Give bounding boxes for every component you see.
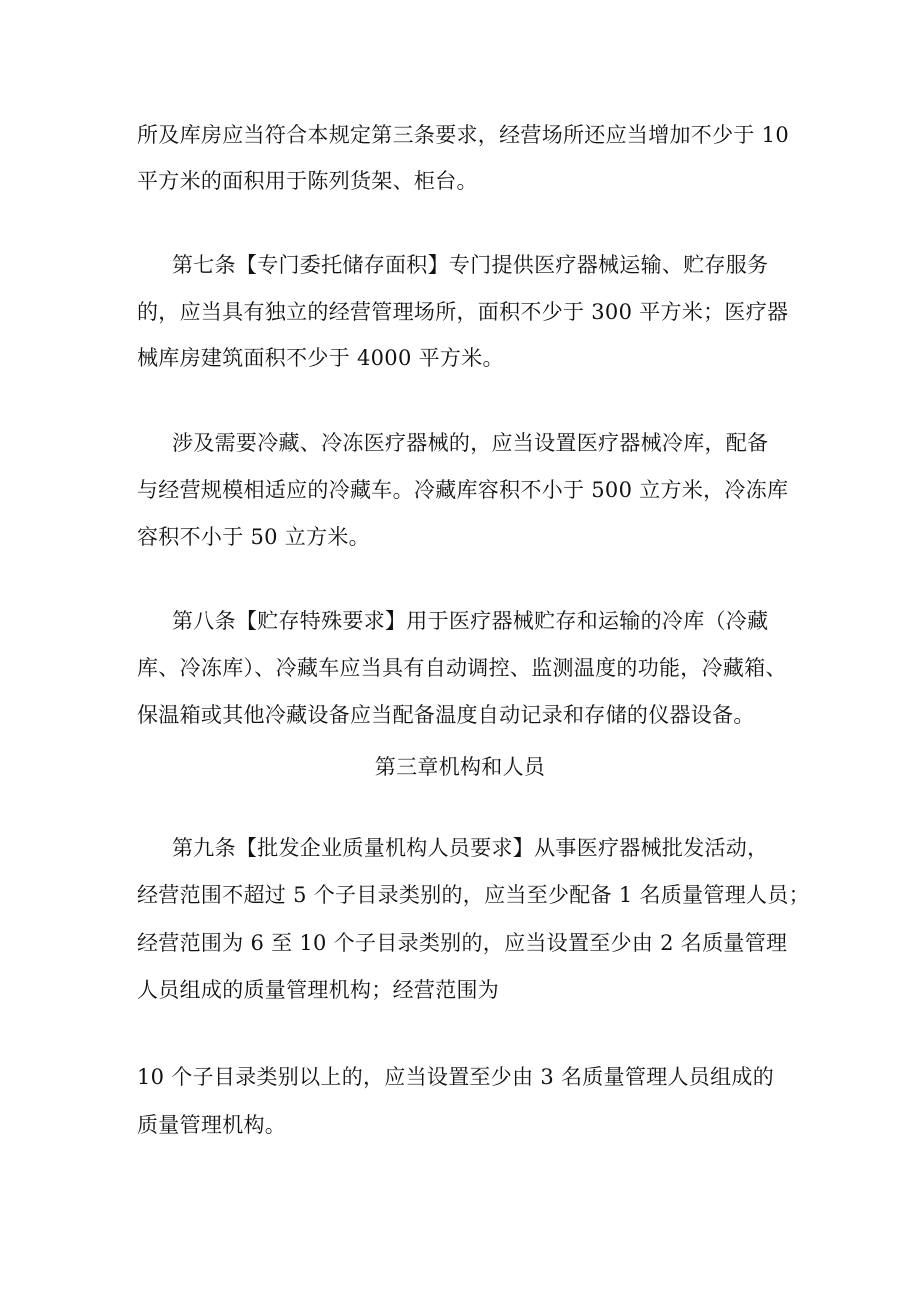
article-7-cold-line: 与经营规模相适应的冷藏车。冷藏库容积不小于 500 立方米，冷冻库	[137, 478, 789, 502]
article-9-cont-line: 10 个子目录类别以上的，应当设置至少由 3 名质量管理人员组成的	[137, 1065, 775, 1089]
article-8-line: 保温箱或其他冷藏设备应当配备温度自动记录和存储的仪器设备。	[137, 703, 755, 727]
chapter-title: 第三章机构和人员	[374, 755, 546, 779]
article-7-line: 械库房建筑面积不少于 4000 平方米。	[137, 346, 504, 370]
article-8-line: 库、冷冻库）、冷藏车应当具有自动调控、监测温度的功能，冷藏箱、	[137, 656, 787, 680]
article-9-line: 经营范围不超过 5 个子目录类别的，应当至少配备 1 名质量管理人员；	[137, 883, 810, 907]
article-7-cold-line: 涉及需要冷藏、冷冻医疗器械的，应当设置医疗器械冷库，配备	[172, 431, 769, 455]
paragraph-line: 平方米的面积用于陈列货架、柜台。	[137, 169, 478, 193]
article-8-line: 第八条【贮存特殊要求】用于医疗器械贮存和运输的冷库（冷藏	[172, 609, 769, 633]
article-9-line: 人员组成的质量管理机构；经营范围为	[137, 978, 500, 1002]
article-9-line: 经营范围为 6 至 10 个子目录类别的，应当设置至少由 2 名质量管理	[137, 931, 788, 955]
article-9-cont-line: 质量管理机构。	[137, 1113, 287, 1137]
paragraph-line: 所及库房应当符合本规定第三条要求，经营场所还应当增加不少于 10	[137, 123, 789, 147]
article-9-line: 第九条【批发企业质量机构人员要求】从事医疗器械批发活动，	[172, 836, 769, 860]
article-7-line: 的，应当具有独立的经营管理场所，面积不少于 300 平方米；医疗器	[137, 300, 789, 324]
article-7-cold-line: 容积不小于 50 立方米。	[137, 525, 370, 549]
article-7-line: 第七条【专门委托储存面积】专门提供医疗器械运输、贮存服务	[172, 253, 769, 277]
